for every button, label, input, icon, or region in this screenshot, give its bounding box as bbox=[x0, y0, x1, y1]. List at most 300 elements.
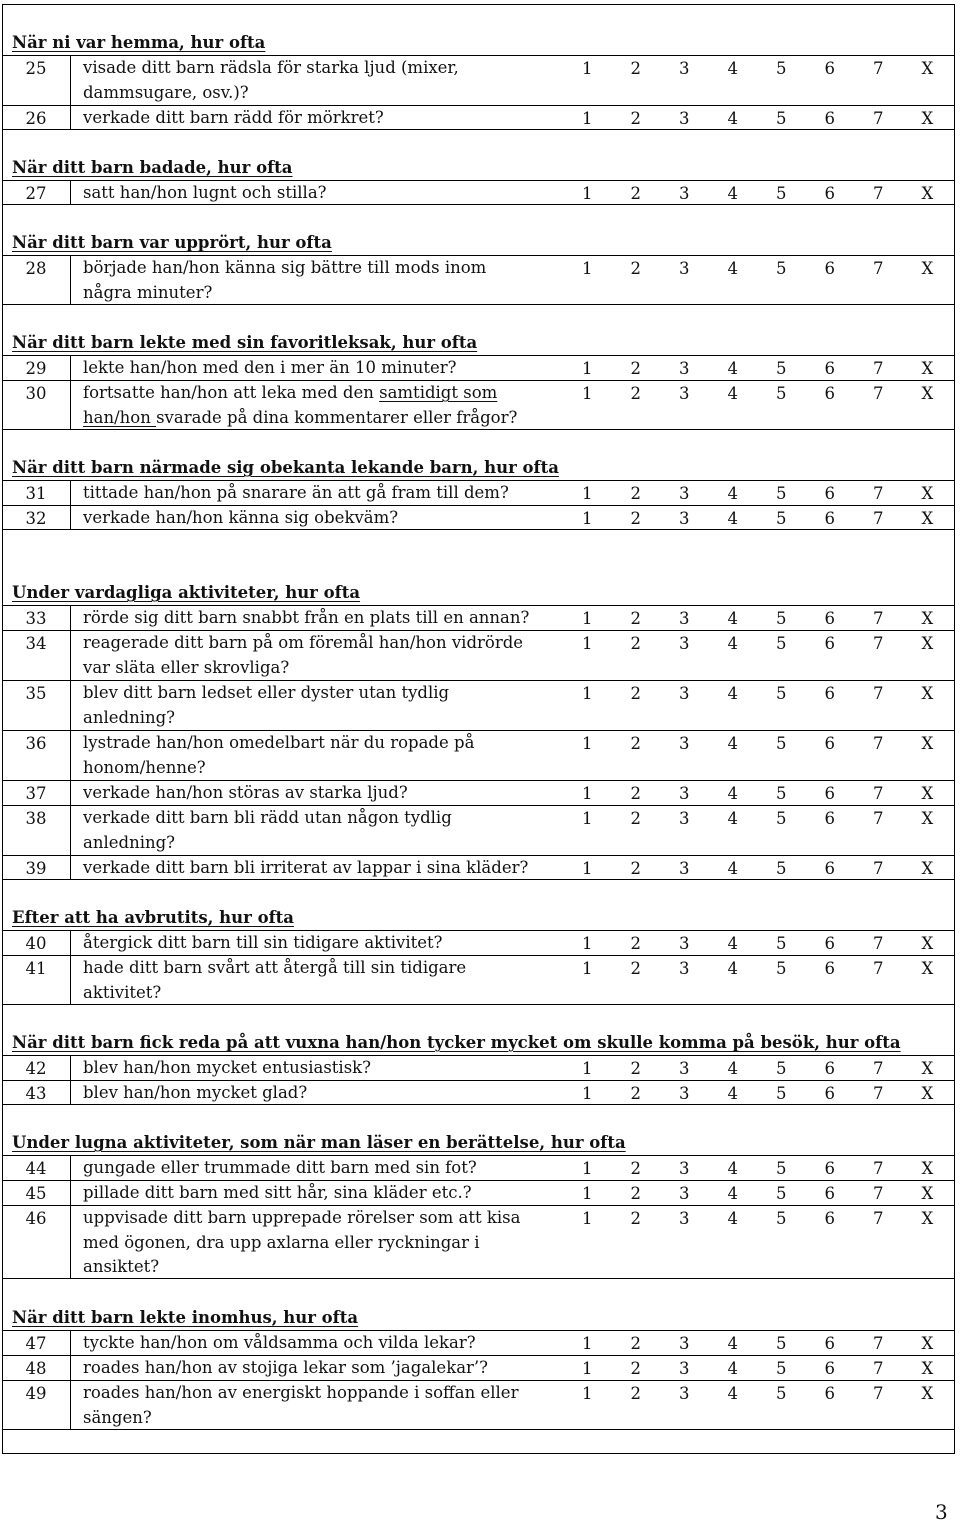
rating-option: X bbox=[921, 1334, 934, 1353]
question-text: verkade han/hon känna sig obekväm? bbox=[83, 508, 399, 527]
rating-option: 2 bbox=[630, 1384, 641, 1403]
page-number: 3 bbox=[935, 1500, 948, 1524]
rating-option: 2 bbox=[630, 1184, 641, 1203]
rating-option: 6 bbox=[824, 634, 835, 653]
question-row bbox=[2, 1155, 955, 1180]
rating-option: 4 bbox=[727, 359, 738, 378]
rating-option: 7 bbox=[873, 59, 884, 78]
rating-option: 4 bbox=[727, 809, 738, 828]
rating-option: 6 bbox=[824, 859, 835, 878]
rating-option: 7 bbox=[873, 734, 884, 753]
rating-option: X bbox=[921, 684, 934, 703]
question-number: 37 bbox=[2, 781, 71, 805]
rating-option: 2 bbox=[630, 359, 641, 378]
question-text: blev han/hon mycket glad? bbox=[83, 1083, 308, 1102]
rating-option: 3 bbox=[679, 809, 690, 828]
rating-option: 6 bbox=[824, 734, 835, 753]
rating-option: 1 bbox=[582, 484, 593, 503]
rating-option: 4 bbox=[727, 684, 738, 703]
rating-option: 5 bbox=[776, 1384, 787, 1403]
question-text: gungade eller trummade ditt barn med sin fot? bbox=[83, 1158, 477, 1177]
rating-option: X bbox=[921, 1159, 934, 1178]
rating-option: 3 bbox=[679, 109, 690, 128]
section-title: Under vardagliga aktiviteter, hur ofta bbox=[12, 583, 361, 602]
rating-option: 5 bbox=[776, 1059, 787, 1078]
rating-option: 7 bbox=[873, 184, 884, 203]
question-row bbox=[2, 55, 955, 105]
rating-option: 7 bbox=[873, 1384, 884, 1403]
question-text: hade ditt barn svårt att återgå till sin tidigare aktivitet? bbox=[83, 958, 467, 1002]
rating-option: 6 bbox=[824, 1084, 835, 1103]
rating-option: 6 bbox=[824, 1334, 835, 1353]
rating-option: X bbox=[921, 809, 934, 828]
rating-option: 7 bbox=[873, 1184, 884, 1203]
rating-option: 2 bbox=[630, 609, 641, 628]
question-row bbox=[2, 680, 955, 730]
rating-option: 7 bbox=[873, 809, 884, 828]
rating-option: X bbox=[921, 1359, 934, 1378]
rating-option: 4 bbox=[727, 934, 738, 953]
question-number: 29 bbox=[2, 356, 71, 380]
rating-option: 5 bbox=[776, 859, 787, 878]
question-number: 41 bbox=[2, 956, 71, 1004]
rating-option: 7 bbox=[873, 1084, 884, 1103]
rating-option: 1 bbox=[582, 609, 593, 628]
rating-option: 4 bbox=[727, 509, 738, 528]
rating-option: X bbox=[921, 359, 934, 378]
rating-option: X bbox=[921, 734, 934, 753]
rating-option: 7 bbox=[873, 509, 884, 528]
rating-option: 6 bbox=[824, 1184, 835, 1203]
section-title: När ditt barn närmade sig obekanta lekande barn, hur ofta bbox=[12, 458, 559, 477]
rating-option: 2 bbox=[630, 509, 641, 528]
rating-option: 2 bbox=[630, 634, 641, 653]
rating-option: 2 bbox=[630, 1059, 641, 1078]
question-text: verkade ditt barn rädd för mörkret? bbox=[83, 108, 384, 127]
rating-option: 7 bbox=[873, 1334, 884, 1353]
rating-option: X bbox=[921, 484, 934, 503]
rating-option: 2 bbox=[630, 934, 641, 953]
rating-option: 6 bbox=[824, 609, 835, 628]
rating-option: 5 bbox=[776, 1159, 787, 1178]
rating-option: 4 bbox=[727, 1059, 738, 1078]
rating-option: X bbox=[921, 959, 934, 978]
rating-option: 1 bbox=[582, 684, 593, 703]
rating-option: 4 bbox=[727, 1159, 738, 1178]
question-text: återgick ditt barn till sin tidigare aktivitet? bbox=[83, 933, 443, 952]
question-text: roades han/hon av energiskt hoppande i soffan eller sängen? bbox=[83, 1383, 519, 1427]
rating-option: 5 bbox=[776, 259, 787, 278]
rating-option: 4 bbox=[727, 1359, 738, 1378]
rating-option: 5 bbox=[776, 934, 787, 953]
rating-option: X bbox=[921, 609, 934, 628]
rating-option: 1 bbox=[582, 734, 593, 753]
rating-option: 7 bbox=[873, 109, 884, 128]
rating-scale bbox=[574, 606, 944, 631]
rating-option: X bbox=[921, 1059, 934, 1078]
rating-option: 5 bbox=[776, 959, 787, 978]
rating-option: 2 bbox=[630, 184, 641, 203]
rating-option: 4 bbox=[727, 484, 738, 503]
rating-option: X bbox=[921, 934, 934, 953]
rating-scale bbox=[574, 1181, 944, 1206]
rating-scale bbox=[574, 106, 944, 131]
rating-option: 2 bbox=[630, 959, 641, 978]
rating-option: 5 bbox=[776, 59, 787, 78]
rating-option: 5 bbox=[776, 484, 787, 503]
question-text: satt han/hon lugnt och stilla? bbox=[83, 183, 327, 202]
question-row bbox=[2, 1180, 955, 1205]
rating-option: 3 bbox=[679, 934, 690, 953]
rating-option: 2 bbox=[630, 384, 641, 403]
question-text: rörde sig ditt barn snabbt från en plats till en annan? bbox=[83, 608, 530, 627]
rating-option: 1 bbox=[582, 1184, 593, 1203]
rating-option: 3 bbox=[679, 1384, 690, 1403]
rating-option: 1 bbox=[582, 859, 593, 878]
rating-option: 5 bbox=[776, 784, 787, 803]
question-row bbox=[2, 780, 955, 805]
rating-option: 1 bbox=[582, 784, 593, 803]
rating-scale bbox=[574, 631, 944, 656]
rating-option: 3 bbox=[679, 484, 690, 503]
rating-option: 7 bbox=[873, 259, 884, 278]
question-text: blev han/hon mycket entusiastisk? bbox=[83, 1058, 372, 1077]
rating-option: 3 bbox=[679, 509, 690, 528]
rating-scale bbox=[574, 1056, 944, 1081]
rating-option: 6 bbox=[824, 359, 835, 378]
rating-option: 3 bbox=[679, 359, 690, 378]
rating-option: 6 bbox=[824, 59, 835, 78]
section-title: När ditt barn var upprört, hur ofta bbox=[12, 233, 332, 252]
rating-option: 5 bbox=[776, 1084, 787, 1103]
rating-option: 6 bbox=[824, 1359, 835, 1378]
rating-option: 3 bbox=[679, 1059, 690, 1078]
question-number: 38 bbox=[2, 806, 71, 855]
question-row bbox=[2, 630, 955, 680]
rating-option: X bbox=[921, 509, 934, 528]
rating-option: 4 bbox=[727, 1084, 738, 1103]
rating-option: 6 bbox=[824, 259, 835, 278]
rating-option: 2 bbox=[630, 1159, 641, 1178]
rating-option: 3 bbox=[679, 1084, 690, 1103]
rating-option: 2 bbox=[630, 59, 641, 78]
rating-option: 4 bbox=[727, 59, 738, 78]
rating-option: X bbox=[921, 1084, 934, 1103]
rating-option: 3 bbox=[679, 184, 690, 203]
rating-option: 7 bbox=[873, 359, 884, 378]
rating-option: 4 bbox=[727, 734, 738, 753]
question-number: 43 bbox=[2, 1081, 71, 1104]
rating-option: 6 bbox=[824, 959, 835, 978]
rating-option: 2 bbox=[630, 1359, 641, 1378]
rating-option: 6 bbox=[824, 1384, 835, 1403]
rating-scale bbox=[574, 1381, 944, 1406]
rating-scale bbox=[574, 356, 944, 381]
rating-option: 1 bbox=[582, 509, 593, 528]
rating-option: X bbox=[921, 1184, 934, 1203]
rating-option: 6 bbox=[824, 684, 835, 703]
rating-option: 1 bbox=[582, 1209, 593, 1228]
rating-option: 5 bbox=[776, 634, 787, 653]
question-number: 27 bbox=[2, 181, 71, 204]
question-text: pillade ditt barn med sitt hår, sina kläder etc.? bbox=[83, 1183, 472, 1202]
rating-scale bbox=[574, 481, 944, 506]
question-text: verkade han/hon störas av starka ljud? bbox=[83, 783, 408, 802]
rating-scale bbox=[574, 506, 944, 531]
rating-option: 6 bbox=[824, 934, 835, 953]
rating-option: 5 bbox=[776, 684, 787, 703]
question-number: 25 bbox=[2, 56, 71, 105]
rating-option: 3 bbox=[679, 59, 690, 78]
section-title: Efter att ha avbrutits, hur ofta bbox=[12, 908, 294, 927]
question-row bbox=[2, 1380, 955, 1430]
question-text: fortsatte han/hon att leka med den samtidigt som han/hon svarade på dina kommentarer eller frågor? bbox=[83, 383, 518, 427]
rating-option: 6 bbox=[824, 784, 835, 803]
rating-scale bbox=[574, 1081, 944, 1106]
rating-option: 3 bbox=[679, 734, 690, 753]
rating-option: 1 bbox=[582, 184, 593, 203]
rating-option: X bbox=[921, 184, 934, 203]
rating-option: 2 bbox=[630, 109, 641, 128]
rating-option: 1 bbox=[582, 1059, 593, 1078]
rating-option: 6 bbox=[824, 1059, 835, 1078]
rating-option: 5 bbox=[776, 1359, 787, 1378]
section-title: När ditt barn lekte med sin favoritleksak, hur ofta bbox=[12, 333, 478, 352]
question-text: lystrade han/hon omedelbart när du ropade på honom/henne? bbox=[83, 733, 475, 777]
rating-option: 2 bbox=[630, 484, 641, 503]
rating-scale bbox=[574, 731, 944, 756]
rating-option: 1 bbox=[582, 809, 593, 828]
rating-option: 3 bbox=[679, 609, 690, 628]
rating-option: 7 bbox=[873, 784, 884, 803]
rating-option: 5 bbox=[776, 384, 787, 403]
rating-option: X bbox=[921, 384, 934, 403]
question-number: 26 bbox=[2, 106, 71, 129]
rating-option: 4 bbox=[727, 609, 738, 628]
question-number: 35 bbox=[2, 681, 71, 730]
rating-option: 5 bbox=[776, 359, 787, 378]
rating-option: 1 bbox=[582, 1159, 593, 1178]
question-row bbox=[2, 1355, 955, 1380]
section-title: När ditt barn fick reda på att vuxna han/hon tycker mycket om skulle komma på besök, hur ofta bbox=[12, 1033, 901, 1052]
rating-option: X bbox=[921, 859, 934, 878]
question-text: tittade han/hon på snarare än att gå fram till dem? bbox=[83, 483, 509, 502]
rating-scale bbox=[574, 956, 944, 981]
rating-scale bbox=[574, 681, 944, 706]
question-row bbox=[2, 255, 955, 305]
rating-option: 1 bbox=[582, 359, 593, 378]
rating-option: 7 bbox=[873, 609, 884, 628]
rating-option: 7 bbox=[873, 634, 884, 653]
rating-option: 7 bbox=[873, 684, 884, 703]
question-number: 33 bbox=[2, 606, 71, 630]
question-text: uppvisade ditt barn upprepade rörelser som att kisa med ögonen, dra upp axlarna eller ryckningar i ansiktet? bbox=[83, 1208, 521, 1276]
rating-option: 4 bbox=[727, 1209, 738, 1228]
rating-option: 3 bbox=[679, 859, 690, 878]
rating-option: 4 bbox=[727, 1184, 738, 1203]
rating-option: 7 bbox=[873, 1209, 884, 1228]
question-number: 40 bbox=[2, 931, 71, 955]
rating-scale bbox=[574, 806, 944, 831]
question-row bbox=[2, 605, 955, 630]
rating-option: 2 bbox=[630, 1209, 641, 1228]
question-number: 45 bbox=[2, 1181, 71, 1205]
rating-option: 1 bbox=[582, 1084, 593, 1103]
rating-scale bbox=[574, 781, 944, 806]
question-number: 30 bbox=[2, 381, 71, 429]
question-number: 44 bbox=[2, 1156, 71, 1180]
rating-option: 7 bbox=[873, 384, 884, 403]
rating-option: 7 bbox=[873, 859, 884, 878]
question-row bbox=[2, 380, 955, 430]
rating-option: 2 bbox=[630, 734, 641, 753]
question-row bbox=[2, 505, 955, 530]
rating-option: 5 bbox=[776, 1334, 787, 1353]
rating-option: 4 bbox=[727, 859, 738, 878]
rating-option: 1 bbox=[582, 959, 593, 978]
rating-scale bbox=[574, 256, 944, 281]
rating-option: 4 bbox=[727, 384, 738, 403]
rating-scale bbox=[574, 1356, 944, 1381]
question-row bbox=[2, 805, 955, 855]
rating-option: 4 bbox=[727, 784, 738, 803]
rating-option: 4 bbox=[727, 109, 738, 128]
rating-option: 5 bbox=[776, 509, 787, 528]
rating-option: 7 bbox=[873, 484, 884, 503]
rating-option: X bbox=[921, 109, 934, 128]
rating-option: X bbox=[921, 784, 934, 803]
rating-option: 1 bbox=[582, 1384, 593, 1403]
rating-option: 2 bbox=[630, 784, 641, 803]
rating-scale bbox=[574, 856, 944, 881]
question-row bbox=[2, 105, 955, 130]
rating-option: 2 bbox=[630, 1084, 641, 1103]
rating-option: 5 bbox=[776, 184, 787, 203]
rating-option: X bbox=[921, 1209, 934, 1228]
rating-option: 2 bbox=[630, 259, 641, 278]
rating-option: 3 bbox=[679, 684, 690, 703]
rating-option: 5 bbox=[776, 809, 787, 828]
rating-scale bbox=[574, 181, 944, 206]
question-number: 49 bbox=[2, 1381, 71, 1429]
rating-option: 7 bbox=[873, 1059, 884, 1078]
question-row bbox=[2, 355, 955, 380]
rating-option: 4 bbox=[727, 259, 738, 278]
rating-option: X bbox=[921, 259, 934, 278]
rating-option: X bbox=[921, 1384, 934, 1403]
rating-option: X bbox=[921, 634, 934, 653]
rating-scale bbox=[574, 1156, 944, 1181]
rating-option: X bbox=[921, 59, 934, 78]
rating-option: 6 bbox=[824, 184, 835, 203]
rating-option: 6 bbox=[824, 809, 835, 828]
rating-scale bbox=[574, 1206, 944, 1231]
section-title: Under lugna aktiviteter, som när man läser en berättelse, hur ofta bbox=[12, 1133, 626, 1152]
rating-option: 6 bbox=[824, 1209, 835, 1228]
rating-option: 6 bbox=[824, 384, 835, 403]
question-row bbox=[2, 480, 955, 505]
question-row bbox=[2, 730, 955, 780]
question-text: reagerade ditt barn på om föremål han/hon vidrörde var släta eller skrovliga? bbox=[83, 633, 524, 677]
rating-option: 3 bbox=[679, 1159, 690, 1178]
question-number: 34 bbox=[2, 631, 71, 680]
rating-option: 1 bbox=[582, 259, 593, 278]
question-number: 36 bbox=[2, 731, 71, 780]
question-text: tyckte han/hon om våldsamma och vilda lekar? bbox=[83, 1333, 476, 1352]
rating-option: 2 bbox=[630, 684, 641, 703]
rating-scale bbox=[574, 931, 944, 956]
rating-option: 6 bbox=[824, 484, 835, 503]
rating-option: 3 bbox=[679, 784, 690, 803]
rating-scale bbox=[574, 1331, 944, 1356]
rating-option: 6 bbox=[824, 109, 835, 128]
rating-option: 1 bbox=[582, 109, 593, 128]
rating-option: 1 bbox=[582, 1334, 593, 1353]
question-text: visade ditt barn rädsla för starka ljud (mixer, dammsugare, osv.)? bbox=[83, 58, 459, 102]
question-row bbox=[2, 930, 955, 955]
rating-option: 4 bbox=[727, 959, 738, 978]
question-row bbox=[2, 180, 955, 205]
section-title: När ditt barn lekte inomhus, hur ofta bbox=[12, 1308, 359, 1327]
question-number: 48 bbox=[2, 1356, 71, 1380]
question-row bbox=[2, 1080, 955, 1105]
question-number: 47 bbox=[2, 1331, 71, 1355]
rating-option: 4 bbox=[727, 1334, 738, 1353]
rating-option: 7 bbox=[873, 1359, 884, 1378]
rating-option: 6 bbox=[824, 509, 835, 528]
rating-option: 3 bbox=[679, 1209, 690, 1228]
rating-option: 3 bbox=[679, 384, 690, 403]
rating-option: 3 bbox=[679, 259, 690, 278]
question-text: började han/hon känna sig bättre till mods inom några minuter? bbox=[83, 258, 487, 302]
rating-scale bbox=[574, 381, 944, 406]
question-text: blev ditt barn ledset eller dyster utan tydlig anledning? bbox=[83, 683, 450, 727]
rating-option: 3 bbox=[679, 1334, 690, 1353]
question-number: 32 bbox=[2, 506, 71, 529]
rating-option: 6 bbox=[824, 1159, 835, 1178]
section-title: När ditt barn badade, hur ofta bbox=[12, 158, 293, 177]
question-number: 39 bbox=[2, 856, 71, 879]
question-number: 28 bbox=[2, 256, 71, 304]
question-row bbox=[2, 1330, 955, 1355]
question-row bbox=[2, 855, 955, 880]
rating-option: 1 bbox=[582, 934, 593, 953]
rating-option: 5 bbox=[776, 109, 787, 128]
question-text: verkade ditt barn bli rädd utan någon tydlig anledning? bbox=[83, 808, 452, 852]
rating-option: 4 bbox=[727, 184, 738, 203]
question-number: 31 bbox=[2, 481, 71, 505]
rating-option: 3 bbox=[679, 634, 690, 653]
question-row bbox=[2, 1205, 955, 1279]
rating-option: 2 bbox=[630, 809, 641, 828]
question-row bbox=[2, 955, 955, 1005]
rating-option: 2 bbox=[630, 859, 641, 878]
question-text: lekte han/hon med den i mer än 10 minuter? bbox=[83, 358, 457, 377]
rating-option: 2 bbox=[630, 1334, 641, 1353]
question-text: verkade ditt barn bli irriterat av lappar i sina kläder? bbox=[83, 858, 529, 877]
rating-option: 4 bbox=[727, 1384, 738, 1403]
rating-option: 1 bbox=[582, 384, 593, 403]
rating-option: 5 bbox=[776, 734, 787, 753]
question-number: 46 bbox=[2, 1206, 71, 1278]
rating-option: 4 bbox=[727, 634, 738, 653]
rating-option: 7 bbox=[873, 934, 884, 953]
rating-option: 3 bbox=[679, 959, 690, 978]
rating-option: 7 bbox=[873, 959, 884, 978]
rating-option: 7 bbox=[873, 1159, 884, 1178]
rating-option: 5 bbox=[776, 609, 787, 628]
question-number: 42 bbox=[2, 1056, 71, 1080]
